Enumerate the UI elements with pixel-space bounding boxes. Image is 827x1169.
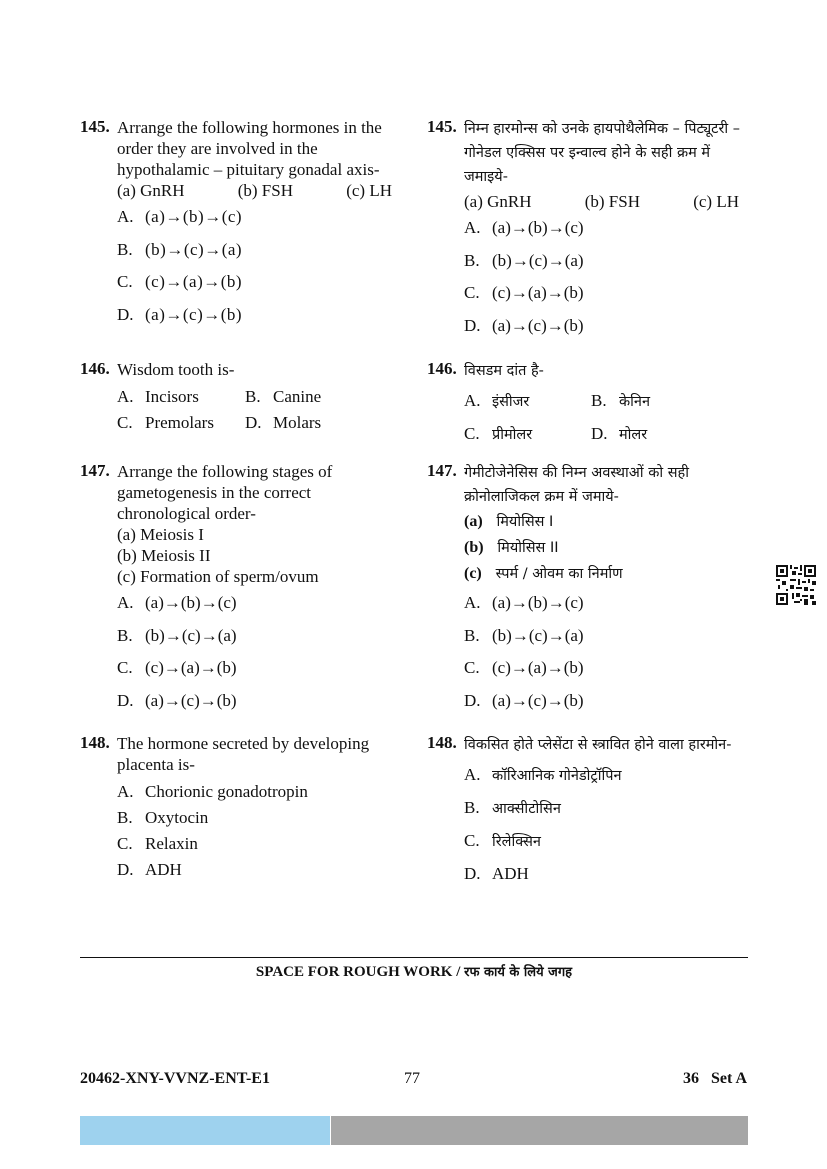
- option-b: B. Oxytocin: [117, 808, 209, 827]
- paper-code: 20462-XNY-VVNZ-ENT-E1: [80, 1070, 270, 1087]
- option-d: D. ADH: [464, 864, 529, 883]
- question-text: Wisdom tooth is-: [117, 360, 235, 379]
- question-147-en: [80, 461, 405, 733]
- options-row-2: [117, 410, 405, 436]
- option-b: B. Canine: [245, 387, 322, 406]
- question-number: 147.: [80, 461, 110, 480]
- option-b: B. (b)→(c)→(a): [117, 625, 237, 645]
- option-d: D. (a)→(c)→(b): [464, 690, 584, 710]
- option-c: C. रिलेक्सिन: [464, 831, 541, 850]
- statement: (c) स्पर्म / ओवम का निर्माण: [464, 565, 623, 582]
- options-row-1: [117, 384, 405, 410]
- question-number: 147.: [427, 461, 457, 480]
- option-c: C. प्रीमोलर: [464, 424, 533, 443]
- option-c: C. (c)→(a)→(b): [117, 658, 237, 677]
- option-a: A. Chorionic gonadotropin: [117, 782, 308, 801]
- option-c: C. (c)→(a)→(b): [117, 272, 243, 291]
- question-number: 145.: [427, 117, 457, 136]
- option-d: D. Molars: [245, 413, 322, 432]
- hindi-column: [427, 117, 747, 891]
- option-a: A. कॉरिआनिक गोनेडोट्रॉपिन: [464, 765, 622, 784]
- question-147-hi: [427, 461, 747, 733]
- statement: (b) FSH: [237, 181, 293, 200]
- rough-work-label: SPACE FOR ROUGH WORK / रफ कार्य के लिये जगह: [255, 964, 573, 980]
- qr-code-icon: [776, 565, 816, 605]
- footer-gray-bar: [331, 1116, 748, 1145]
- statement: (c) LH: [346, 181, 392, 200]
- page-number: 77: [404, 1070, 420, 1087]
- question-number: 148.: [80, 733, 110, 752]
- question-146-hi: [427, 359, 747, 461]
- question-text: The hormone secreted by developing placenta is-: [117, 734, 370, 774]
- option-a: A. इंसीजर: [464, 391, 530, 410]
- statement: (a) मियोसिस I: [464, 513, 554, 530]
- option-b: B. (b)→(c)→(a): [464, 625, 584, 645]
- set-label: 36 Set A: [683, 1070, 747, 1087]
- question-148-en: [80, 733, 405, 883]
- statement: (b) मियोसिस II: [464, 539, 559, 556]
- statement: (b) FSH: [584, 192, 640, 211]
- footer-blue-bar: [80, 1116, 330, 1145]
- option-b: B. (b)→(c)→(a): [117, 239, 243, 259]
- question-text: गेमीटोजेनेसिस की निम्न अवस्थाओं को सही क्रोनोलाजिकल क्रम में जमाये-: [464, 465, 689, 505]
- options-row-2: [464, 418, 747, 451]
- question-number: 145.: [80, 117, 110, 136]
- option-d: D. ADH: [117, 860, 182, 879]
- question-146-en: [80, 359, 405, 461]
- statement-row: [464, 191, 739, 212]
- question-number: 146.: [80, 359, 110, 378]
- options-row-1: [464, 385, 747, 418]
- question-145-hi: [427, 117, 747, 359]
- option-c: C. Relaxin: [117, 834, 198, 853]
- option-c: C. (c)→(a)→(b): [464, 283, 584, 302]
- option-b: B. (b)→(c)→(a): [464, 250, 584, 270]
- option-a: A. (a)→(b)→(c): [117, 207, 243, 226]
- statement: (c) Formation of sperm/ovum: [117, 567, 319, 586]
- question-number: 148.: [427, 733, 457, 752]
- option-c: C. (c)→(a)→(b): [464, 658, 584, 677]
- question-145-en: [80, 117, 405, 359]
- divider-line: [80, 957, 748, 958]
- question-text: Arrange the following hormones in the order they are involved in the hypothalamic – pituitary gonadal axis-: [117, 118, 382, 179]
- option-d: D. (a)→(c)→(b): [464, 315, 584, 335]
- statement: (a) Meiosis I: [117, 525, 204, 544]
- statement: (a) GnRH: [117, 181, 185, 200]
- option-c: C. Premolars: [117, 413, 214, 432]
- question-text: निम्न हारमोन्स को उनके हायपोथैलेमिक – पिट्यूटरी – गोनेडल एक्सिस पर इन्वाल्व होने के सही क्रम में जमाइये-: [464, 121, 741, 185]
- question-text: विसडम दांत है-: [464, 363, 544, 379]
- english-column: [80, 117, 405, 883]
- option-b: B. केनिन: [591, 391, 650, 410]
- statement: (a) GnRH: [464, 192, 532, 211]
- option-a: A. (a)→(b)→(c): [464, 218, 584, 237]
- question-text: Arrange the following stages of gametogenesis in the correct chronological order-: [117, 462, 333, 523]
- question-148-hi: [427, 733, 747, 891]
- option-a: A. (a)→(b)→(c): [464, 593, 584, 612]
- statement: (b) Meiosis II: [117, 546, 211, 565]
- option-b: B. आक्सीटोसिन: [464, 798, 561, 817]
- option-a: A. (a)→(b)→(c): [117, 593, 237, 612]
- option-a: A. Incisors: [117, 387, 199, 406]
- question-text: विकसित होते प्लेसेंटा से स्त्रावित होने वाला हारमोन-: [464, 737, 732, 753]
- statement: (c) LH: [693, 192, 739, 211]
- option-d: D. मोलर: [591, 424, 648, 443]
- question-number: 146.: [427, 359, 457, 378]
- option-d: D. (a)→(c)→(b): [117, 690, 237, 710]
- option-d: D. (a)→(c)→(b): [117, 304, 243, 324]
- statement-row: [117, 180, 392, 201]
